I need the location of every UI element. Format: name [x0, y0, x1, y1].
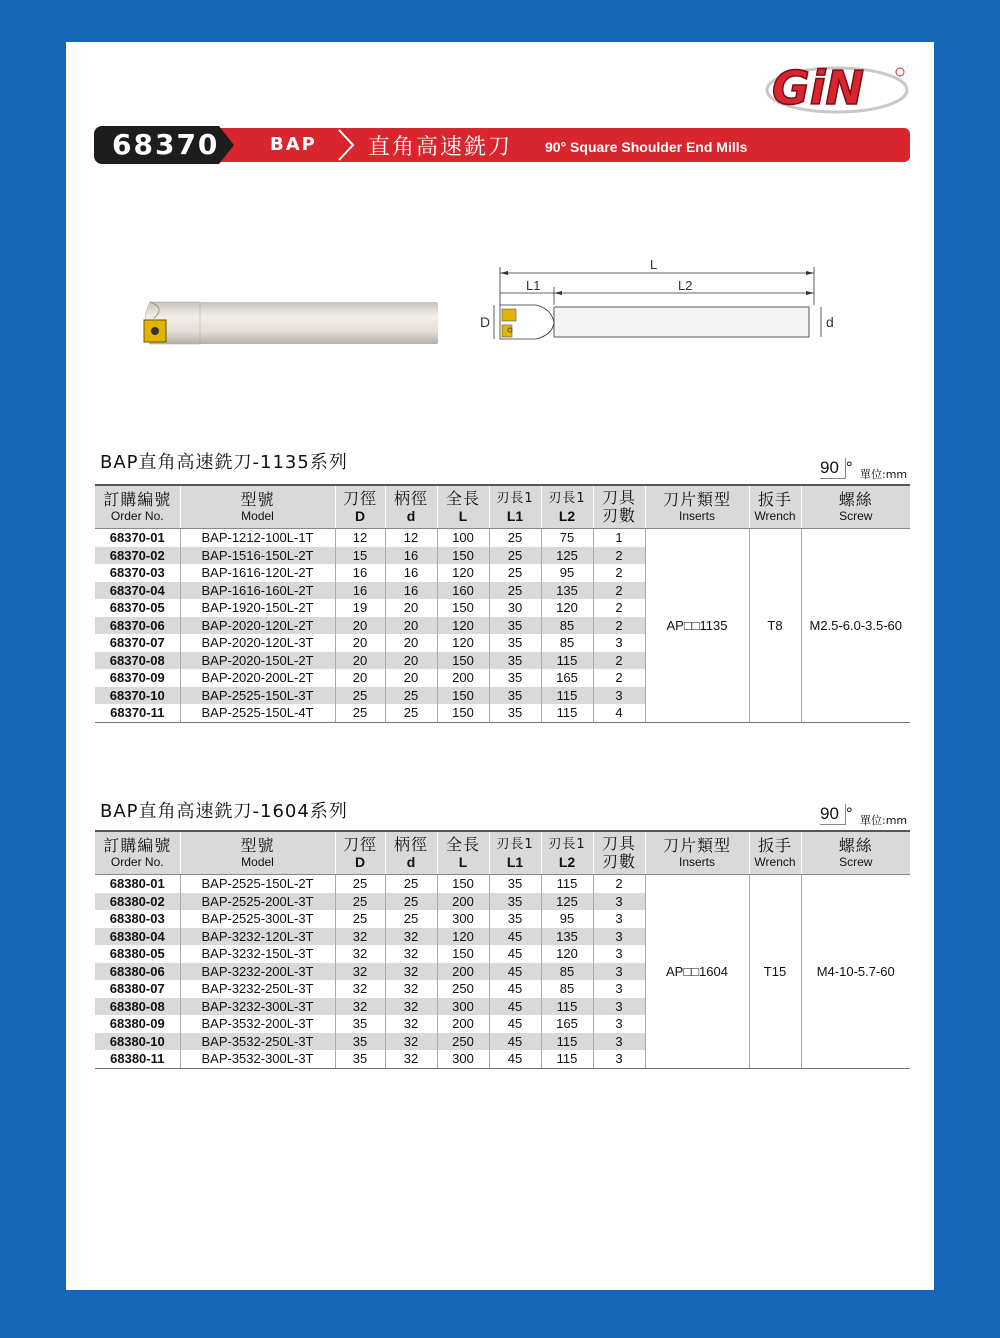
teeth-cell: 2 — [593, 564, 645, 582]
model-cell: BAP-3232-200L-3T — [180, 963, 335, 981]
model-cell: BAP-2020-150L-2T — [180, 652, 335, 670]
total-length-cell: 300 — [437, 998, 489, 1016]
total-length-cell: 250 — [437, 1033, 489, 1051]
model-cell: BAP-2020-120L-3T — [180, 634, 335, 652]
order-no-cell: 68380-01 — [109, 876, 165, 891]
order-no-cell: 68380-04 — [95, 928, 180, 946]
series-name: BAP — [270, 134, 317, 155]
length-l2-cell: 165 — [541, 669, 593, 687]
table-body — [95, 529, 910, 723]
cutter-dia-cell: 35 — [335, 1015, 385, 1033]
total-length-cell: 160 — [437, 582, 489, 600]
teeth-cell: 3 — [593, 1033, 645, 1051]
length-l2-cell: 115 — [541, 1033, 593, 1051]
length-l1-cell: 45 — [489, 998, 541, 1016]
length-l1-cell: 25 — [489, 582, 541, 600]
cutter-dia-cell: 16 — [335, 582, 385, 600]
length-l1-cell: 45 — [489, 1050, 541, 1068]
shank-dia-cell: 32 — [385, 980, 437, 998]
dim-d: d — [826, 314, 834, 330]
order-no-cell: 68380-02 — [95, 893, 180, 911]
length-l2-cell: 115 — [541, 687, 593, 705]
length-l1-cell: 35 — [489, 634, 541, 652]
teeth-cell: 3 — [593, 998, 645, 1016]
order-no-cell: 68380-08 — [95, 998, 180, 1016]
wrench-cell: T15 — [749, 875, 801, 1069]
length-l2-cell: 135 — [541, 928, 593, 946]
teeth-cell: 2 — [593, 669, 645, 687]
order-no-cell: 68370-11 — [95, 704, 180, 722]
dimension-drawing — [476, 257, 846, 347]
order-no-cell: 68380-10 — [95, 1033, 180, 1051]
dim-L1: L1 — [526, 278, 541, 293]
teeth-cell: 3 — [593, 910, 645, 928]
length-l1-cell: 35 — [489, 910, 541, 928]
title-banner — [94, 126, 910, 164]
length-l1-cell: 35 — [489, 617, 541, 635]
cutter-dia-cell: 16 — [335, 564, 385, 582]
spec-table-1604 — [95, 830, 910, 1069]
shank-dia-cell: 25 — [385, 704, 437, 722]
shank-dia-cell: 32 — [385, 963, 437, 981]
section-title-1135: BAP直角高速銑刀-1135系列 — [100, 452, 348, 473]
length-l1-cell: 35 — [489, 893, 541, 911]
order-no-cell: 68370-07 — [109, 635, 165, 650]
length-l2-cell: 115 — [541, 704, 593, 722]
cutter-dia-cell: 20 — [335, 652, 385, 670]
cutter-dia-cell: 15 — [335, 547, 385, 565]
length-l2-cell: 85 — [541, 963, 593, 981]
cutter-dia-cell: 19 — [335, 599, 385, 617]
cutter-dia-cell: 25 — [335, 893, 385, 911]
total-length-cell: 200 — [437, 963, 489, 981]
length-l2-cell: 75 — [541, 529, 593, 547]
cutter-dia-cell: 12 — [335, 529, 385, 547]
length-l1-cell: 35 — [489, 687, 541, 705]
order-no-cell: 68370-10 — [95, 687, 180, 705]
teeth-cell: 2 — [593, 547, 645, 565]
shank-dia-cell: 25 — [385, 875, 437, 893]
length-l1-cell: 45 — [489, 928, 541, 946]
order-no-cell: 68370-09 — [109, 670, 165, 685]
total-length-cell: 200 — [437, 1015, 489, 1033]
order-no-cell: 68380-07 — [109, 981, 165, 996]
teeth-cell: 2 — [593, 875, 645, 893]
model-cell: BAP-2525-300L-3T — [180, 910, 335, 928]
shank-dia-cell: 32 — [385, 1015, 437, 1033]
model-cell: BAP-3532-300L-3T — [180, 1050, 335, 1068]
shank-dia-cell: 32 — [385, 998, 437, 1016]
length-l2-cell: 85 — [541, 634, 593, 652]
model-cell: BAP-2525-200L-3T — [180, 893, 335, 911]
teeth-cell: 3 — [593, 1015, 645, 1033]
dim-L2: L2 — [678, 278, 693, 293]
order-no-cell: 68380-06 — [95, 963, 180, 981]
total-length-cell: 200 — [437, 893, 489, 911]
brand-logo — [762, 60, 912, 115]
screw-cell: M4-10-5.7-60 — [801, 875, 910, 1069]
length-l1-cell: 30 — [489, 599, 541, 617]
total-length-cell: 120 — [437, 928, 489, 946]
total-length-cell: 150 — [437, 547, 489, 565]
teeth-cell: 3 — [593, 687, 645, 705]
order-no-cell: 68380-05 — [109, 946, 165, 961]
cutter-dia-cell: 20 — [335, 634, 385, 652]
wrench-cell: T8 — [749, 529, 801, 723]
length-l1-cell: 45 — [489, 1015, 541, 1033]
order-no-cell: 68380-03 — [109, 911, 165, 926]
shank-dia-cell: 32 — [385, 1050, 437, 1068]
model-cell: BAP-1616-160L-2T — [180, 582, 335, 600]
length-l1-cell: 45 — [489, 945, 541, 963]
product-code: 68370 — [112, 128, 220, 161]
length-l1-cell: 35 — [489, 704, 541, 722]
title-zh: 直角高速銑刀 — [368, 135, 513, 160]
teeth-cell: 3 — [593, 893, 645, 911]
length-l1-cell: 45 — [489, 1033, 541, 1051]
total-length-cell: 250 — [437, 980, 489, 998]
teeth-cell: 2 — [593, 617, 645, 635]
table-header: 訂購編號 Order No. 型號 Model 刀徑 D 柄徑 d 全長 L 刃長1 L1 刃長1 L2 刀具 刃數 刀片類型 Inserts 扳手 Wrench 螺絲 Screw — [95, 831, 910, 875]
order-no-cell: 68370-08 — [95, 652, 180, 670]
section-title-1604: BAP直角高速銑刀-1604系列 — [100, 801, 348, 822]
length-l2-cell: 95 — [541, 564, 593, 582]
total-length-cell: 120 — [437, 634, 489, 652]
length-l1-cell: 35 — [489, 875, 541, 893]
screw-cell: M2.5-6.0-3.5-60 — [801, 529, 910, 723]
unit-1604: 單位:mm — [860, 814, 908, 827]
total-length-cell: 150 — [437, 652, 489, 670]
cutter-dia-cell: 32 — [335, 980, 385, 998]
cutter-dia-cell: 32 — [335, 998, 385, 1016]
shank-dia-cell: 20 — [385, 634, 437, 652]
svg-text:GiN: GiN — [772, 61, 865, 115]
length-l1-cell: 25 — [489, 547, 541, 565]
model-cell: BAP-1212-100L-1T — [180, 529, 335, 547]
shank-dia-cell: 20 — [385, 652, 437, 670]
inserts-cell: AP□□1604 — [645, 875, 749, 1069]
table-body — [95, 875, 910, 1069]
angle-1604: 90 ° — [820, 804, 853, 823]
total-length-cell: 150 — [437, 875, 489, 893]
length-l1-cell: 45 — [489, 963, 541, 981]
length-l1-cell: 25 — [489, 529, 541, 547]
length-l1-cell: 35 — [489, 652, 541, 670]
model-cell: BAP-3232-150L-3T — [180, 945, 335, 963]
table-header: 訂購編號 Order No. 型號 Model 刀徑 D 柄徑 d 全長 L 刃長1 L1 刃長1 L2 刀具 刃數 刀片類型 Inserts 扳手 Wrench 螺絲 Screw — [95, 485, 910, 529]
spec-table-1135 — [95, 484, 910, 723]
length-l2-cell: 115 — [541, 998, 593, 1016]
teeth-cell: 3 — [593, 1050, 645, 1068]
shank-dia-cell: 32 — [385, 928, 437, 946]
shank-dia-cell: 25 — [385, 687, 437, 705]
angle-1135: 90 ° — [820, 458, 853, 477]
tool-photo — [136, 294, 446, 354]
teeth-cell: 3 — [593, 963, 645, 981]
length-l2-cell: 95 — [541, 910, 593, 928]
cutter-dia-cell: 25 — [335, 910, 385, 928]
total-length-cell: 300 — [437, 910, 489, 928]
length-l2-cell: 120 — [541, 945, 593, 963]
order-no-cell: 68370-05 — [109, 600, 165, 615]
model-cell: BAP-2525-150L-4T — [180, 704, 335, 722]
inserts-cell: AP□□1135 — [645, 529, 749, 723]
shank-dia-cell: 12 — [385, 529, 437, 547]
length-l2-cell: 115 — [541, 1050, 593, 1068]
total-length-cell: 120 — [437, 564, 489, 582]
teeth-cell: 3 — [593, 980, 645, 998]
dim-D: D — [480, 314, 491, 330]
cutter-dia-cell: 32 — [335, 945, 385, 963]
model-cell: BAP-2020-120L-2T — [180, 617, 335, 635]
total-length-cell: 150 — [437, 945, 489, 963]
teeth-cell: 3 — [593, 634, 645, 652]
model-cell: BAP-3232-300L-3T — [180, 998, 335, 1016]
order-no-cell: 68370-01 — [109, 530, 165, 545]
order-no-cell: 68380-09 — [109, 1016, 165, 1031]
model-cell: BAP-2525-150L-2T — [180, 875, 335, 893]
shank-dia-cell: 16 — [385, 547, 437, 565]
cutter-dia-cell: 32 — [335, 963, 385, 981]
dim-L: L — [650, 257, 658, 272]
teeth-cell: 2 — [593, 599, 645, 617]
total-length-cell: 150 — [437, 687, 489, 705]
length-l2-cell: 85 — [541, 980, 593, 998]
unit-1135: 單位:mm — [860, 468, 908, 481]
table-row — [95, 529, 910, 547]
order-no-cell: 68370-06 — [95, 617, 180, 635]
model-cell: BAP-3532-200L-3T — [180, 1015, 335, 1033]
shank-dia-cell: 16 — [385, 582, 437, 600]
cutter-dia-cell: 32 — [335, 928, 385, 946]
length-l2-cell: 115 — [541, 652, 593, 670]
length-l2-cell: 125 — [541, 893, 593, 911]
teeth-cell: 2 — [593, 582, 645, 600]
total-length-cell: 120 — [437, 617, 489, 635]
cutter-dia-cell: 20 — [335, 669, 385, 687]
model-cell: BAP-1616-120L-2T — [180, 564, 335, 582]
teeth-cell: 2 — [593, 652, 645, 670]
total-length-cell: 150 — [437, 599, 489, 617]
length-l1-cell: 45 — [489, 980, 541, 998]
total-length-cell: 300 — [437, 1050, 489, 1068]
catalog-page — [66, 42, 934, 1290]
length-l2-cell: 125 — [541, 547, 593, 565]
length-l2-cell: 85 — [541, 617, 593, 635]
model-cell: BAP-2525-150L-3T — [180, 687, 335, 705]
model-cell: BAP-3532-250L-3T — [180, 1033, 335, 1051]
total-length-cell: 100 — [437, 529, 489, 547]
shank-dia-cell: 16 — [385, 564, 437, 582]
cutter-dia-cell: 25 — [335, 875, 385, 893]
teeth-cell: 1 — [593, 529, 645, 547]
order-no-cell: 68370-02 — [95, 547, 180, 565]
shank-dia-cell: 25 — [385, 910, 437, 928]
model-cell: BAP-1920-150L-2T — [180, 599, 335, 617]
shank-dia-cell: 20 — [385, 669, 437, 687]
length-l2-cell: 120 — [541, 599, 593, 617]
total-length-cell: 150 — [437, 704, 489, 722]
order-no-cell: 68380-11 — [95, 1050, 180, 1068]
shank-dia-cell: 20 — [385, 599, 437, 617]
length-l1-cell: 35 — [489, 669, 541, 687]
teeth-cell: 4 — [593, 704, 645, 722]
model-cell: BAP-3232-120L-3T — [180, 928, 335, 946]
teeth-cell: 3 — [593, 928, 645, 946]
cutter-dia-cell: 35 — [335, 1050, 385, 1068]
shank-dia-cell: 32 — [385, 945, 437, 963]
shank-dia-cell: 20 — [385, 617, 437, 635]
teeth-cell: 3 — [593, 945, 645, 963]
cutter-dia-cell: 25 — [335, 687, 385, 705]
length-l1-cell: 25 — [489, 564, 541, 582]
model-cell: BAP-2020-200L-2T — [180, 669, 335, 687]
table-row — [95, 875, 910, 893]
model-cell: BAP-3232-250L-3T — [180, 980, 335, 998]
cutter-dia-cell: 35 — [335, 1033, 385, 1051]
order-no-cell: 68370-04 — [95, 582, 180, 600]
title-en: 90° Square Shoulder End Mills — [545, 139, 748, 155]
total-length-cell: 200 — [437, 669, 489, 687]
length-l2-cell: 165 — [541, 1015, 593, 1033]
shank-dia-cell: 32 — [385, 1033, 437, 1051]
length-l2-cell: 135 — [541, 582, 593, 600]
length-l2-cell: 115 — [541, 875, 593, 893]
shank-dia-cell: 25 — [385, 893, 437, 911]
cutter-dia-cell: 25 — [335, 704, 385, 722]
order-no-cell: 68370-03 — [109, 565, 165, 580]
chevron-icon — [337, 128, 357, 162]
cutter-dia-cell: 20 — [335, 617, 385, 635]
model-cell: BAP-1516-150L-2T — [180, 547, 335, 565]
